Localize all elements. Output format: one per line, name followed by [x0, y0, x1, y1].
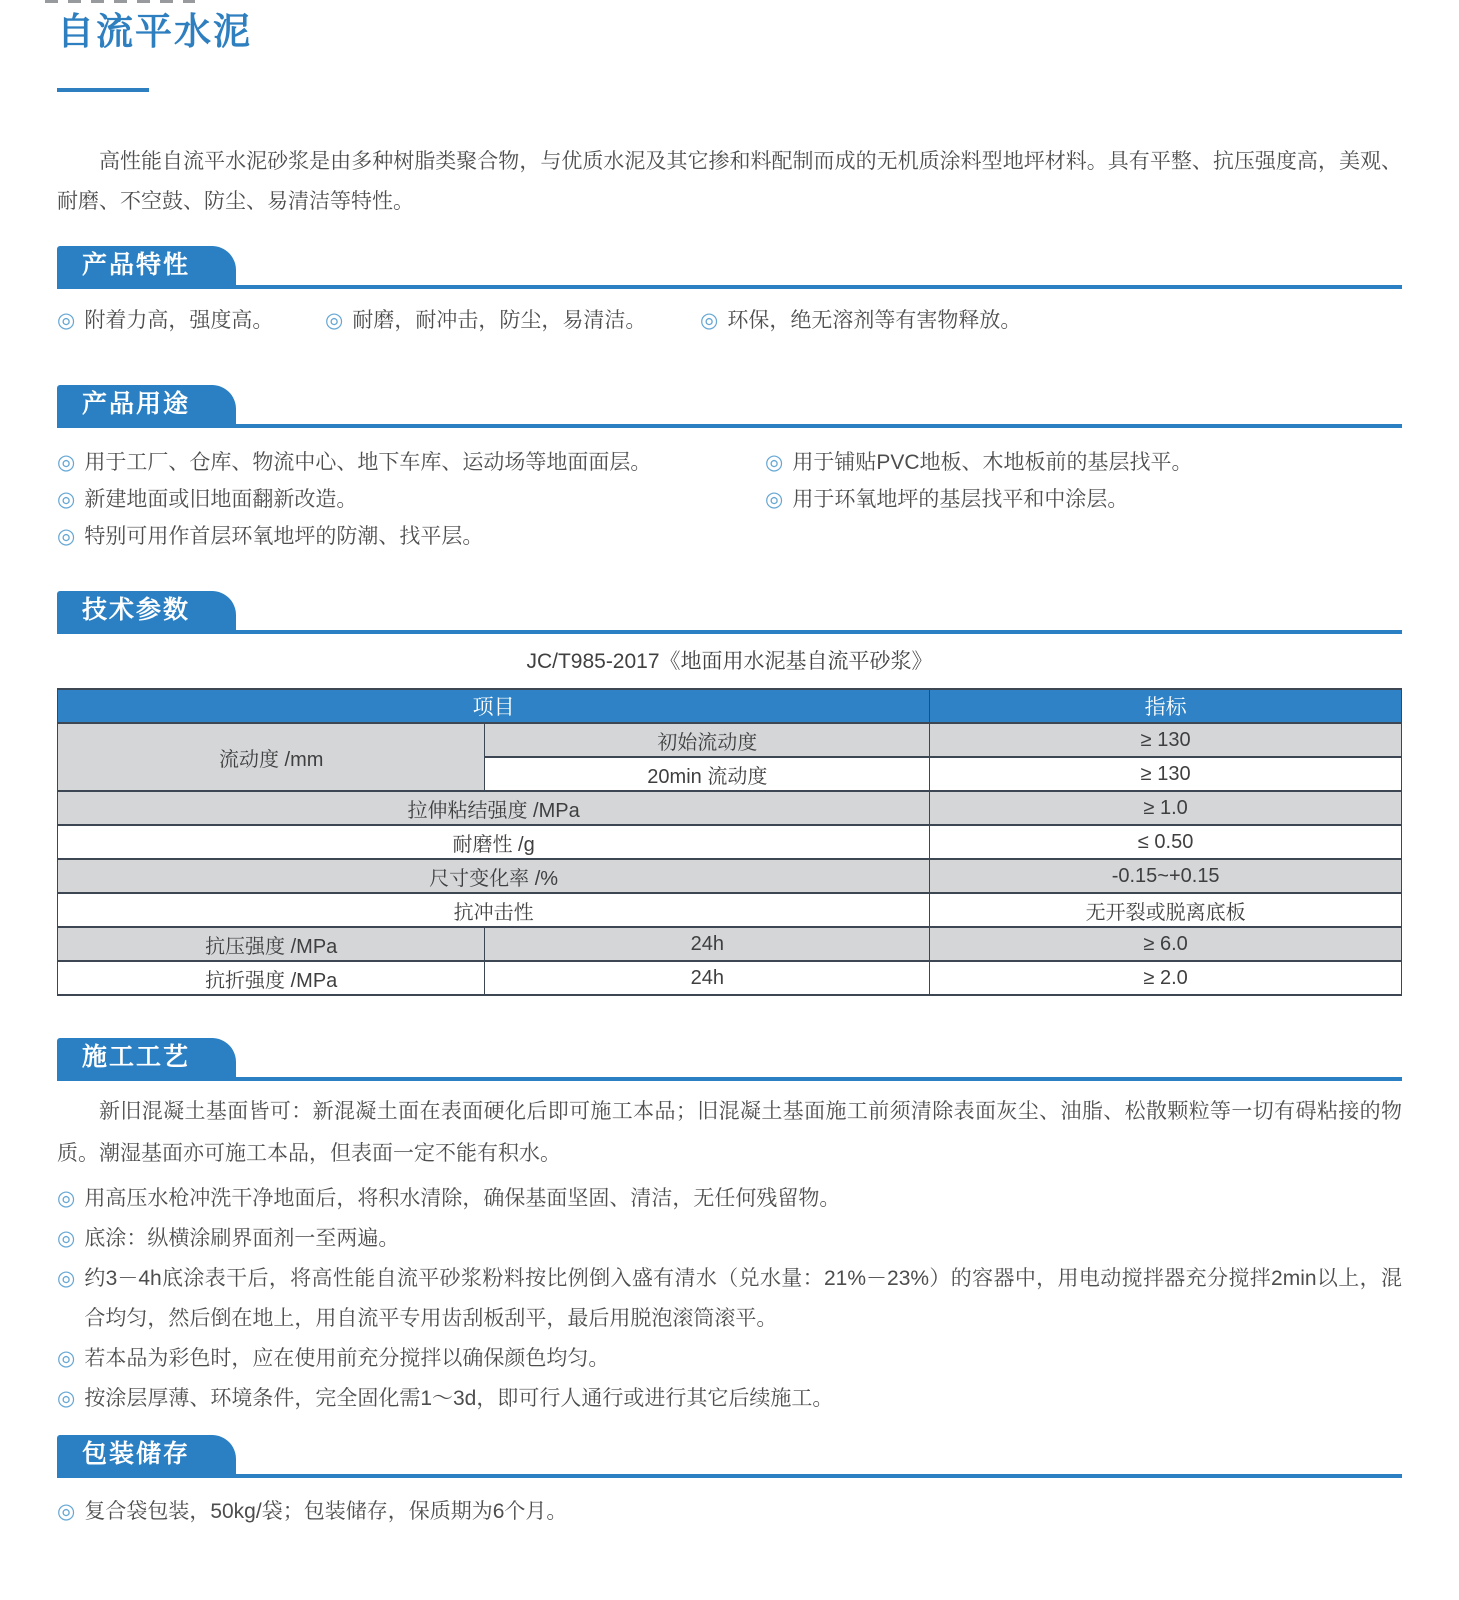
table-cell: 拉伸粘结强度 /MPa [58, 791, 930, 825]
table-cell: ≥ 130 [930, 723, 1402, 757]
section-heading-uses: 产品用途 [82, 390, 191, 418]
double-circle-bullet-icon: ◎ [57, 451, 76, 474]
table-cell: 抗折强度 /MPa [58, 961, 485, 995]
table-caption: JC/T985-2017《地面用水泥基自流平砂浆》 [526, 650, 933, 673]
double-circle-bullet-icon: ◎ [700, 309, 719, 332]
section-header-uses [57, 385, 1402, 428]
section-header-process [57, 1038, 1402, 1081]
table-cell: 24h [485, 927, 930, 961]
table-header-index: 指标 [930, 689, 1402, 723]
uses-columns [57, 444, 1402, 555]
list-item [765, 481, 1402, 518]
table-cell: ≥ 6.0 [930, 927, 1402, 961]
double-circle-bullet-icon: ◎ [57, 1227, 76, 1250]
page-title: 自流平水泥 [57, 11, 252, 52]
table-row [58, 927, 1402, 961]
section-heading-features: 产品特性 [82, 251, 191, 279]
table-cell: 抗冲击性 [58, 893, 930, 927]
list-item [57, 1179, 1402, 1219]
feature-text: 附着力高，强度高。 [84, 309, 274, 332]
list-item [57, 518, 765, 555]
title-underline [57, 88, 149, 92]
list-item [57, 1259, 1402, 1339]
double-circle-bullet-icon: ◎ [57, 1500, 76, 1523]
section-tab-packaging [57, 1435, 236, 1474]
table-cell: 无开裂或脱离底板 [930, 893, 1402, 927]
intro-paragraph: 高性能自流平水泥砂浆是由多种树脂类聚合物，与优质水泥及其它掺和料配制而成的无机质涂料型地坪材料。具有平整、抗压强度高，美观、耐磨、不空鼓、防尘、易清洁等特性。 [57, 150, 1402, 213]
process-step-text: 按涂层厚薄、环境条件，完全固化需1～3d，即可行人通行或进行其它后续施工。 [84, 1387, 834, 1410]
table-row [58, 825, 1402, 859]
table-cell: 24h [485, 961, 930, 995]
section-tab-tech [57, 591, 236, 630]
section-header-packaging [57, 1435, 1402, 1478]
cropped-text-artifact [45, 0, 195, 3]
table-cell: 20min 流动度 [485, 757, 930, 791]
table-header-row [58, 689, 1402, 723]
feature-text: 环保，绝无溶剂等有害物释放。 [727, 309, 1022, 332]
packaging-list [57, 1492, 1402, 1532]
table-cell: -0.15~+0.15 [930, 859, 1402, 893]
table-row [58, 961, 1402, 995]
list-item [57, 1339, 1402, 1379]
section-tab-uses [57, 385, 236, 424]
table-row [58, 893, 1402, 927]
section-header-features [57, 246, 1402, 289]
table-cell: 抗压强度 /MPa [58, 927, 485, 961]
list-item [700, 302, 1021, 339]
double-circle-bullet-icon: ◎ [57, 525, 76, 548]
section-tab-process [57, 1038, 236, 1077]
table-cell: ≥ 130 [930, 757, 1402, 791]
process-paragraph: 新旧混凝土基面皆可：新混凝土面在表面硬化后即可施工本品；旧混凝土基面施工前须清除表面灰尘、油脂、松散颗粒等一切有碍粘接的物质。潮湿基面亦可施工本品，但表面一定不能有积水。 [57, 1100, 1402, 1165]
section-header-tech [57, 591, 1402, 634]
section-heading-tech: 技术参数 [82, 596, 191, 624]
process-step-text: 若本品为彩色时，应在使用前充分搅拌以确保颜色均匀。 [84, 1347, 610, 1370]
double-circle-bullet-icon: ◎ [57, 1387, 76, 1410]
use-text: 用于工厂、仓库、物流中心、地下车库、运动场等地面面层。 [84, 451, 652, 474]
use-text: 特别可用作首层环氧地坪的防潮、找平层。 [84, 525, 484, 548]
table-row [58, 723, 1402, 757]
list-item [57, 481, 765, 518]
process-step-text: 约3－4h底涂表干后，将高性能自流平砂浆粉料按比例倒入盛有清水（兑水量：21%－23%）的容器中，用电动搅拌器充分搅拌2min以上，混合均匀，然后倒在地上，用自流平专用齿刮板刮平，最后用脱泡滚筒滚平。 [84, 1267, 1402, 1330]
table-cell: 耐磨性 /g [58, 825, 930, 859]
use-text: 新建地面或旧地面翻新改造。 [84, 488, 358, 511]
list-item [325, 302, 700, 339]
use-text: 用于环氧地坪的基层找平和中涂层。 [792, 488, 1129, 511]
table-cell: ≥ 1.0 [930, 791, 1402, 825]
double-circle-bullet-icon: ◎ [57, 1347, 76, 1370]
table-cell: 初始流动度 [485, 723, 930, 757]
uses-list-left [57, 444, 765, 555]
double-circle-bullet-icon: ◎ [765, 451, 784, 474]
list-item [57, 1219, 1402, 1259]
list-item [765, 444, 1402, 481]
use-text: 用于铺贴PVC地板、木地板前的基层找平。 [792, 451, 1193, 474]
double-circle-bullet-icon: ◎ [57, 488, 76, 511]
double-circle-bullet-icon: ◎ [765, 488, 784, 511]
table-cell: ≥ 2.0 [930, 961, 1402, 995]
table-cell: ≤ 0.50 [930, 825, 1402, 859]
double-circle-bullet-icon: ◎ [57, 309, 76, 332]
list-item [57, 302, 325, 339]
table-row [58, 859, 1402, 893]
process-step-text: 用高压水枪冲洗干净地面后，将积水清除，确保基面坚固、清洁，无任何残留物。 [84, 1187, 841, 1210]
table-row [58, 791, 1402, 825]
process-list [57, 1179, 1402, 1419]
features-list [57, 302, 1402, 339]
table-cell: 流动度 /mm [58, 723, 485, 791]
packaging-text: 复合袋包装，50kg/袋；包装储存，保质期为6个月。 [84, 1500, 568, 1523]
tech-spec-table [57, 688, 1402, 996]
list-item [57, 1379, 1402, 1419]
feature-text: 耐磨，耐冲击，防尘，易清洁。 [352, 309, 647, 332]
double-circle-bullet-icon: ◎ [57, 1267, 76, 1290]
table-header-item: 项目 [58, 689, 930, 723]
list-item [57, 444, 765, 481]
process-step-text: 底涂：纵横涂刷界面剂一至两遍。 [84, 1227, 400, 1250]
double-circle-bullet-icon: ◎ [325, 309, 344, 332]
double-circle-bullet-icon: ◎ [57, 1187, 76, 1210]
uses-list-right [765, 444, 1402, 555]
section-heading-process: 施工工艺 [82, 1043, 191, 1071]
table-cell: 尺寸变化率 /% [58, 859, 930, 893]
section-tab-features [57, 246, 236, 285]
section-heading-packaging: 包装储存 [82, 1440, 191, 1468]
list-item [57, 1492, 1402, 1532]
